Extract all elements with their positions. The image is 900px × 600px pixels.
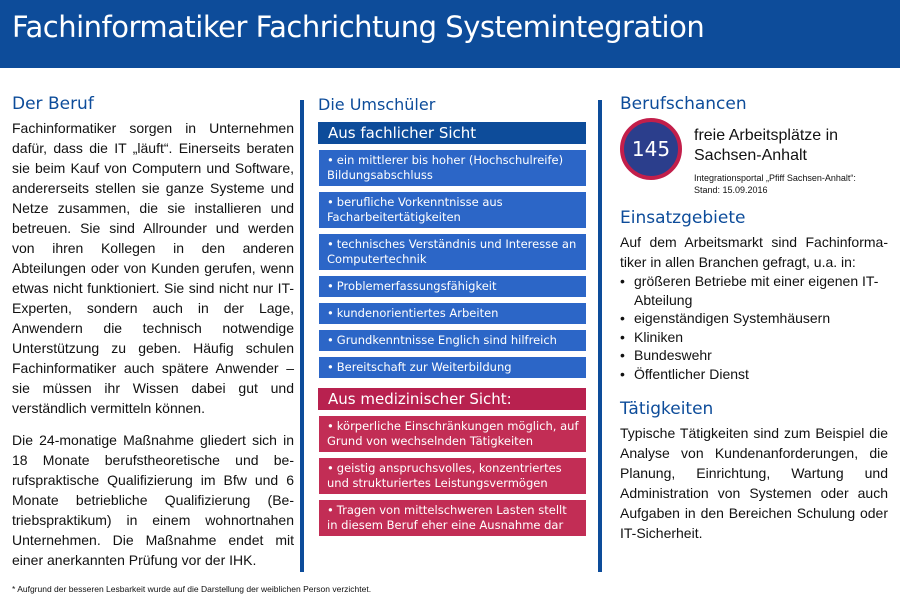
jobs-text — [694, 126, 888, 196]
footnote: * Aufgrund der besseren Lesbarkeit wurde auf die Darstellung der weiblichen Person verzichtet. — [12, 584, 372, 594]
fachlich-item — [319, 192, 586, 228]
bullet-marker: • — [327, 360, 334, 374]
bullet-marker: • — [327, 503, 334, 517]
chip-text: Bereitschaft zur Weiterbildung — [336, 360, 512, 374]
bullet-marker: • — [327, 461, 334, 475]
umschueler-title: Die Umschüler — [318, 95, 436, 114]
jobs-count-text: freie Arbeitsplätze in Sachsen-Anhalt — [694, 127, 839, 164]
umschueler-section — [318, 78, 586, 542]
beruf-paragraph-2: Die 24-monatige Maßnahme gliedert sich in 18 Monate berufstheoretische und berufspraktische Qualifizierung im Bfw und 6 Monate betriebliche Qualifizierung (Betriebspraktikum) in einem wohnortnahen Unternehmen. Die Maßnahme endet mit einer anerkannten Prüfung vor der IHK. — [12, 432, 294, 568]
chip-text: berufliche Vorkenntnisse aus Facharbeitertätigkeiten — [327, 195, 503, 224]
bullet-marker: • — [327, 195, 334, 209]
chancen-title: Berufschancen — [620, 94, 747, 114]
einsatz-item: • Kliniken — [620, 328, 888, 347]
medizinisch-item — [319, 416, 586, 452]
beruf-section — [12, 78, 294, 570]
einsatz-title: Einsatzgebiete — [620, 208, 746, 228]
medizinisch-heading: Aus medizinischer Sicht: — [318, 388, 586, 410]
beruf-paragraph-1: Fachinformatiker sorgen in Unternehmen dafür, dass die IT „läuft“. Einerseits beraten sie beim Kauf von Computern und Software, andererseits stellen sie ganze Systeme und Netze zusammen, die sie installieren und betreuen. Sie sind Allrounder und werden von ihren Kollegen in den anderen Abteilungen oder von Kunden gerufen, wenn etwas nicht funktioniert. Sie sind nicht nur IT-Experten, sondern auch in der Lage, Anwendern die technisch notwendige Unterstützung zu geben. Häufig schulen Fachinformatiker auch spätere Anwender – sie müssen ihr Wissen dabei gut und verständlich vermitteln können. — [12, 120, 294, 416]
fachlich-item — [319, 357, 586, 378]
chip-text: technisches Verständnis und Interesse an Computertechnik — [327, 237, 577, 266]
bullet-marker: • — [327, 153, 334, 167]
chip-text: Grundkenntnisse Englich sind hilfreich — [336, 333, 557, 347]
einsatz-list — [620, 272, 888, 383]
jobs-info — [620, 118, 888, 196]
fachlich-item — [319, 234, 586, 270]
fachlich-item — [319, 150, 586, 186]
chip-text: körperliche Einschränkungen möglich, auf Grund von wechselnden Tätigkeiten — [327, 419, 579, 448]
fachlich-item — [319, 303, 586, 324]
jobs-count-badge: 145 — [620, 118, 682, 180]
medizinisch-item — [319, 500, 586, 536]
page-title: Fachinformatiker Fachrichtung Systemintegration — [12, 10, 705, 44]
medizinisch-list — [318, 416, 586, 536]
beruf-title: Der Beruf — [12, 94, 94, 114]
fachlich-heading: Aus fachlicher Sicht — [318, 122, 586, 144]
bullet-marker: • — [327, 237, 334, 251]
bullet-marker: • — [327, 333, 334, 347]
column-divider-left — [300, 100, 304, 572]
chip-text: geistig anspruchsvolles, konzentriertes und strukturiertes Leistungsvermögen — [327, 461, 562, 490]
bullet-marker: • — [327, 279, 334, 293]
fachlich-item — [319, 330, 586, 351]
chip-text: Problemerfassungsfähigkeit — [336, 279, 497, 293]
jobs-source-line-2: Stand: 15.09.2016 — [694, 185, 768, 195]
jobs-source — [694, 172, 888, 196]
jobs-source-line-1: Integrationsportal „Pfiff Sachsen-Anhalt“: — [694, 173, 856, 183]
column-divider-right — [598, 100, 602, 572]
medizinisch-item — [319, 458, 586, 494]
taetigkeiten-text: Typische Tätigkeiten sind zum Beispiel die Analyse von Kundenanforderungen, die Planung, Einrichtung, Wartung und Administration von Systemen oder auch Aufgaben in den Bereichen Schulung oder IT-Sicherheit. — [620, 425, 888, 541]
einsatz-item: • Öffentlicher Dienst — [620, 365, 888, 384]
bullet-marker: • — [327, 419, 334, 433]
bullet-marker: • — [327, 306, 334, 320]
taetigkeiten-title: Tätigkeiten — [620, 399, 714, 419]
einsatz-item: • Bundeswehr — [620, 346, 888, 365]
fachlich-list — [318, 150, 586, 378]
right-column — [620, 78, 888, 543]
chip-text: Tragen von mittelschweren Lasten stellt in diesem Beruf eher eine Ausnahme dar — [327, 503, 567, 532]
einsatz-intro: Auf dem Arbeitsmarkt sind Fachinformatiker in allen Branchen gefragt, u.a. in: — [620, 234, 888, 270]
einsatz-item: • eigenständigen Systemhäusern — [620, 309, 888, 328]
einsatz-item: • größeren Betriebe mit einer eigenen IT-Abteilung — [620, 272, 888, 309]
chip-text: kundenorientiertes Arbeiten — [336, 306, 499, 320]
chip-text: ein mittlerer bis hoher (Hochschulreife) Bildungsabschluss — [327, 153, 564, 182]
page-header — [0, 0, 900, 68]
fachlich-item — [319, 276, 586, 297]
